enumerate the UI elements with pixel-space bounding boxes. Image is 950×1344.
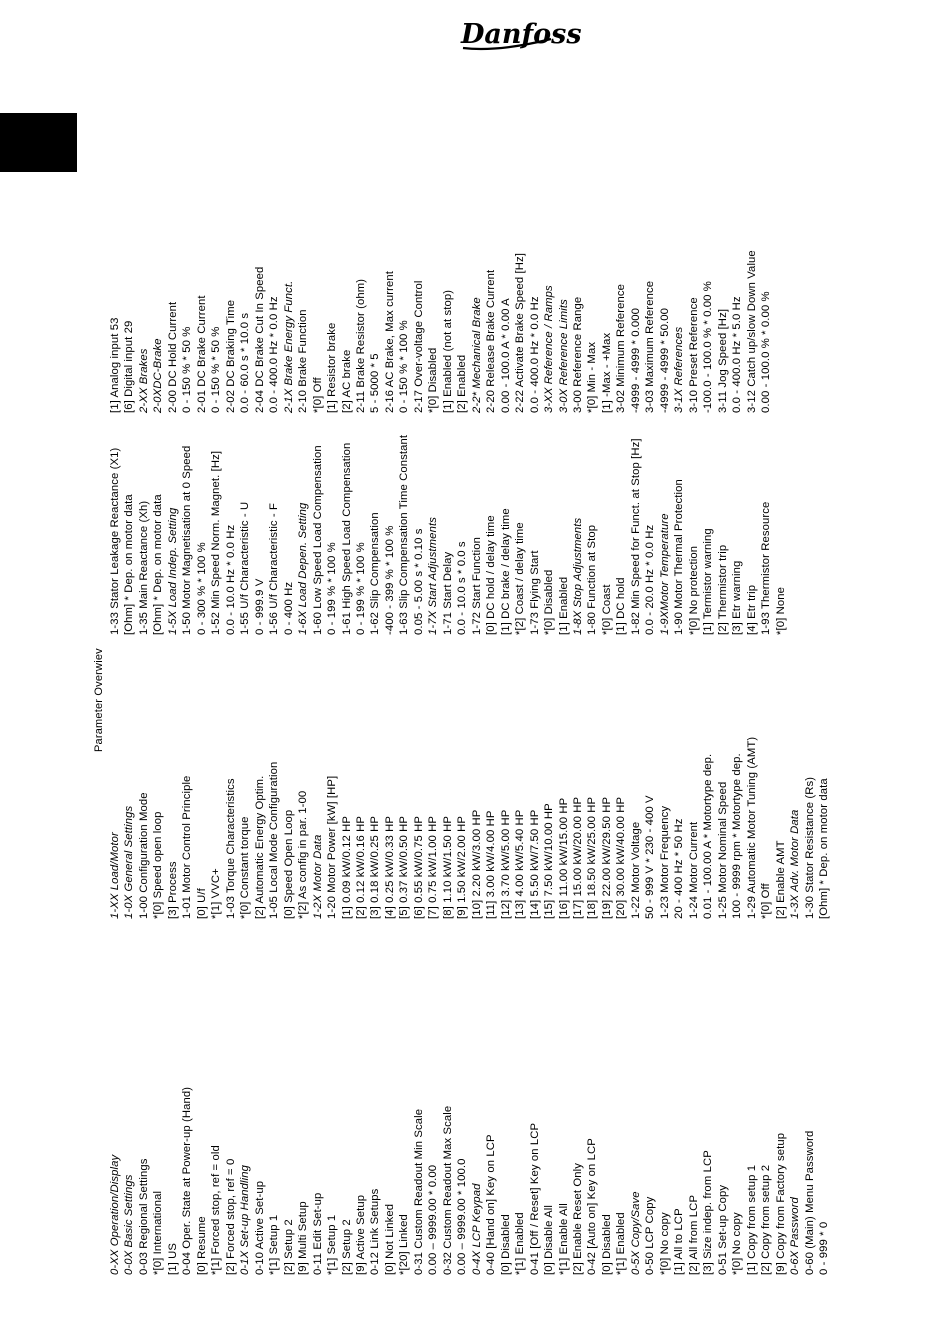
parameter-line: [4] 0.25 kW/0.33 HP [383,816,396,919]
parameter-line: 2-11 Brake Resistor (ohm) [354,278,367,413]
parameter-group-heading: 1-2X Motor Data [311,834,324,919]
parameter-line: [9] Copy from Factory setup [774,1132,787,1275]
parameter-line: 1-23 Motor Frequency [658,805,671,919]
parameter-line: 1-24 Motor Current [687,821,700,919]
parameter-line: 1-50 Motor Magnetisation at 0 Speed [181,445,194,635]
parameter-line: 0-60 (Main) Menu Password [803,1130,816,1275]
parameter-line: 1-72 Start Function [470,537,483,635]
parameter-line: [2] Enable AMT [774,840,787,919]
parameter-line: 2-10 Brake Function [297,309,310,413]
parameter-line: [16] 11.00 kW/15.00 HP [557,797,570,919]
parameter-line: [20] 30.00 kW/40.00 HP [615,796,628,919]
parameter-column-2 [108,737,831,919]
parameter-line: [2] Automatic Energy Optim. [253,775,266,919]
parameter-line: 1-82 Min Speed for Funct. at Stop [Hz] [629,438,642,635]
parameter-line: 0-04 Oper. State at Power-up (Hand) [181,1086,194,1275]
parameter-line: [1] -Max - +Max [600,332,613,413]
parameter-line: 0 - 199 % * 100 % [326,542,339,635]
parameter-group-heading: 1-8X Stop Adjustments [572,517,584,635]
parameter-line: 3-00 Reference Range [572,296,584,413]
parameter-line: [0] Disable All [543,1205,556,1275]
parameter-line: 0-10 Active Set-up [253,1180,266,1275]
parameter-line: [8] 1.10 kW/1.50 HP [441,816,454,919]
parameter-line: 20 - 400 Hz * 50 Hz [673,818,686,919]
parameter-line: [2] Thermistor trip [716,544,729,635]
parameter-line: *[2] Coast / delay time [514,522,527,635]
parameter-line: [0] Disabled [499,1214,512,1275]
parameter-line: *[0] No copy [731,1212,744,1275]
parameter-line: [9] 1.50 kW/2.00 HP [456,816,469,919]
parameter-line: 0.0 - 400.0 Hz * 0.0 Hz [528,296,541,413]
parameter-line: [1] Enabled [557,576,570,635]
parameter-group-heading: 1-XX Load/Motor [109,832,121,919]
parameter-line: [4] Etr trip [745,584,758,635]
parameter-line: [0] Resume [195,1216,208,1275]
parameter-group-heading: 1-0X General Settings [123,805,136,919]
parameter-line: [3] Size indep. from LCP [702,1150,715,1275]
parameter-line: [Ohm] * Dep. on motor data [817,778,830,919]
parameter-line: *[0] No copy [658,1212,671,1275]
section-tab-marker [0,113,77,172]
parameter-line: *[1] Enabled [514,1212,527,1275]
parameter-line: 0.05 - 5.00 s * 0.10 s [412,528,425,635]
parameter-line: 1-05 Local Mode Configuration [268,761,281,919]
parameter-line: 0.0 - 20.0 Hz * 0.0 Hz [644,524,657,635]
parameter-line: 0-11 Edit Set-up [311,1192,324,1275]
parameter-line: *[0] Off [760,883,773,919]
parameter-line: [2] All from LCP [687,1194,700,1275]
parameter-line: [6] 0.55 kW/0.75 HP [412,816,425,919]
parameter-line: 0.0 - 10.0 s * 0.0 s [456,541,469,635]
parameter-line: [0] U/f [195,888,208,919]
parameter-line: 2-01 DC Brake Current [195,295,208,413]
logo-text: Danfoss [461,19,582,50]
parameter-line: 0.00 – 9999.00 * 0.00 [427,1164,440,1275]
parameter-group-heading: 0-0X Basic Settings [123,1174,136,1275]
parameter-line: 5 - 5000 * 5 [369,353,382,413]
parameter-line: [1] Enabled (not at stop) [441,289,454,413]
parameter-line: 1-60 Low Speed Load Compensation [311,445,324,635]
parameter-line: 1-63 Slip Compensation Time Constant [398,434,411,635]
parameter-line: [2] Setup 2 [340,1219,353,1275]
parameter-line: [1] All to LCP [673,1208,686,1275]
parameter-line: 0 - 150 % * 50 % [181,326,194,413]
parameter-line: 0-41 [Off / Reset] Key on LCP [528,1122,541,1275]
parameter-line: *[2] As config in par. 1-00 [297,790,310,919]
parameter-line: [12] 3.70 kW/5.00 HP [499,809,512,919]
parameter-line: [1] Termistor warning [702,528,715,635]
parameter-group-heading: 0-4X LCP Keypad [470,1183,483,1275]
parameter-column-1 [108,1087,831,1275]
parameter-line: *[0] Disabled [427,347,440,413]
parameter-line: [7] 0.75 kW/1.00 HP [427,816,440,919]
parameter-line: 1-20 Motor Power [kW] [HP] [326,775,339,919]
parameter-line: 0-03 Regional Settings [137,1158,150,1275]
parameter-line: 1-25 Motor Nominal Speed [716,781,729,919]
parameter-line: [2] Copy from setup 2 [760,1164,773,1275]
parameter-overview-page [92,250,830,1275]
parameter-line: [14] 5.50 kW/7.50 HP [528,809,541,919]
parameter-line: 1-52 Min Speed Norm. Magnet. [Hz] [210,450,223,635]
parameter-line: 0.00 – 9999.00 * 100.0 [456,1158,469,1275]
parameter-line: 1-00 Configuration Mode [137,792,150,919]
parameter-line: 2-20 Release Brake Current [485,269,498,413]
parameter-line: 1-80 Function at Stop [586,524,599,635]
parameter-line: [2] Enabled [456,354,469,413]
danfoss-logo [459,17,582,53]
parameter-line: [0] Speed Open Loop [282,809,295,919]
parameter-group-heading: 3-XX Reference / Ramps [543,285,556,413]
parameter-line: 1-29 Automatic Motor Tuning (AMT) [745,736,758,919]
parameter-line: 0.01 - 100.00 A * Motortype dep. [702,753,715,919]
parameter-group-heading: 1-7X Start Adjustments [427,517,440,635]
parameter-line: [0] Not Linked [383,1203,396,1275]
parameter-line: 3-03 Maximum Reference [644,280,657,413]
parameter-group-heading: 1-9XMotor Temperature [658,513,671,635]
parameter-line: 0-50 LCP Copy [644,1196,657,1275]
parameter-line: 3-10 Preset Reference [687,297,700,413]
parameter-line: 0.00 - 100.0 A * 0.00 A [499,298,512,413]
parameter-group-heading: 0-6X Password [789,1197,802,1275]
parameter-line: [11] 3.00 kW/4.00 HP [485,810,498,919]
parameter-line: 1-55 U/f Characteristic - U [239,501,252,635]
parameter-line: 2-00 DC Hold Current [166,301,179,413]
parameter-line: 2-04 DC Brake Cut In Speed [253,266,266,413]
parameter-line: *[0] Min - Max [586,341,599,413]
parameter-line: [1] Copy from setup 1 [745,1164,758,1275]
parameter-column-4 [108,250,774,413]
parameter-line: 1-30 Stator Resistance (Rs) [803,776,816,919]
parameter-line: 0.0 - 60.0 s * 10.0 s [239,312,252,413]
parameter-group-heading: 3-1X References [673,326,686,413]
parameter-line: 0-12 Link Setups [369,1188,382,1275]
parameter-line: [9] Active Setup [354,1194,367,1275]
parameter-line: [18] 18.50 kW/25.00 HP [586,796,599,919]
parameter-line: 1-56 U/f Characteristic - F [268,502,281,635]
parameter-line: 3-11 Jog Speed [Hz] [716,308,729,413]
parameter-line: [2] AC brake [340,349,353,413]
parameter-line: [1] Analog input 53 [109,317,121,413]
parameter-line: [1] 0.09 kW/0.12 HP [340,816,353,919]
parameter-line: 0 - 999 * 0 [817,1221,830,1275]
parameter-group-heading: 2-1X Brake Energy Funct. [282,280,295,413]
parameter-column-3 [108,435,788,635]
parameter-line: 0 - 999.9 V [253,578,266,635]
parameter-line: 1-03 Torque Characteristics [224,778,237,919]
parameter-group-heading: 3-0X Reference Limits [557,299,570,413]
parameter-line: [3] Etr warning [731,560,744,635]
parameter-group-heading: 0-1X Set-up Handling [239,1164,252,1275]
parameter-line: 0 - 150 % * 50 % [210,326,223,413]
parameter-line: *[0] Constant torque [239,816,252,919]
parameter-line: [2] Setup 2 [282,1219,295,1275]
parameter-line: 0.0 - 400.0 Hz * 5.0 Hz [731,296,744,413]
parameter-line: 2-16 AC Brake, Max current [383,271,396,413]
parameter-line: 1-01 Motor Control Principle [181,775,194,919]
parameter-line: -4999 - 4999 * 0.000 [629,307,642,413]
parameter-line: *[0] International [152,1190,165,1275]
parameter-line: 3-02 Minimum Reference [615,283,628,413]
parameter-line: 1-71 Start Delay [441,551,454,635]
parameter-line: 0 - 400 Hz [282,581,295,635]
parameter-line: *[20] Linked [398,1214,411,1275]
parameter-line: 1-90 Motor Thermal Protection [673,479,686,635]
parameter-group-heading: 2-0XDC-Brake [152,338,165,413]
parameter-line: 1-33 Stator Leakage Reactance (X1) [109,447,121,635]
parameter-line: 0.0 - 400.0 Hz * 0.0 Hz [268,296,281,413]
page-heading: Parameter Overwiev [93,648,105,752]
parameter-line: [Ohm] * Dep. on motor data [152,494,165,635]
parameter-line: *[1] VVC+ [210,868,223,919]
parameter-line: [1] DC hold [615,577,628,635]
parameter-line: [1] US [166,1243,179,1275]
parameter-line: *[0] Coast [600,584,613,635]
parameter-line: 1-62 Slip Compensation [369,512,382,635]
parameter-line: *[0] Disabled [543,569,556,635]
parameter-line: *[0] Speed open loop [152,811,165,919]
parameter-line: 0 - 300 % * 100 % [195,542,208,635]
parameter-line: *[1] Setup 1 [268,1214,281,1275]
parameter-line: 0 - 199 % * 100 % [354,542,367,635]
parameter-line: 1-22 Motor Voltage [629,821,642,919]
parameter-line: *[0] Off [311,377,324,413]
parameter-line: [2] 0.12 kW/0.16 HP [354,816,367,919]
parameter-line: 50 - 999 V * 230 - 400 V [644,795,657,919]
parameter-line: [2] Enable Reset Only [572,1163,584,1275]
parameter-line: [10] 2.20 kW/3.00 HP [470,809,483,919]
parameter-line: [0] DC hold / delay time [485,515,498,635]
parameter-line: [17] 15.00 kW/20.00 HP [572,796,584,919]
parameter-line: 1-73 Flying Start [528,550,541,635]
parameter-line: -4999 - 4999 * 50.00 [658,307,671,413]
parameter-line: 0-31 Custom Readout Min Scale [412,1108,425,1275]
parameter-line: *[0] None [774,586,787,635]
parameter-line: 0.0 - 10.0 Hz * 0.0 Hz [224,524,237,635]
parameter-group-heading: 1-5X Load Indep. Setting [166,507,179,635]
parameter-group-heading: 1-6X Load Depen. Setting [297,502,310,635]
parameter-line: 0.00 - 100.0 % * 0.00 % [760,291,773,413]
parameter-group-heading: 1-3X Adv. Motor Data [789,809,802,919]
parameter-line: [2] Forced stop, ref = 0 [224,1158,237,1275]
parameter-line: [13] 4.00 kW/5.40 HP [514,809,527,919]
parameter-line: [19] 22.00 kW/29.50 HP [600,796,613,919]
parameter-line: 0-51 Set-up Copy [716,1184,729,1275]
parameter-line: 0-42 [Auto on] Key on LCP [586,1138,599,1275]
parameter-line: 0 - 150 % * 100 % [398,320,411,413]
parameter-group-heading: 2-2* Mechanical Brake [470,297,483,413]
parameter-line: 100 - 9999 rpm * Motortype dep. [731,753,744,919]
parameter-line: [Ohm] * Dep. on motor data [123,494,136,635]
parameter-line: 0-40 [Hand on] Key on LCP [485,1134,498,1275]
parameter-group-heading: 0-XX Operation/Display [109,1154,121,1275]
parameter-line: 2-22 Activate Brake Speed [Hz] [514,253,527,413]
parameter-line: [1] DC brake / delay time [499,508,512,635]
parameter-line: -400 - 399 % * 100 % [383,525,396,635]
parameter-line: 1-35 Main Reactance (Xh) [137,500,150,635]
parameter-line: *[1] Enable All [557,1203,570,1275]
parameter-line: [3] Process [166,861,179,919]
parameter-line: [6] Digital input 29 [123,320,136,413]
parameter-line: [1] Resistor brake [326,322,339,413]
parameter-line: 2-02 DC Braking Time [224,299,237,413]
parameter-line: *[1] Setup 1 [326,1214,339,1275]
parameter-line: -100.0 - 100.0 % * 0.00 % [702,281,715,413]
parameter-line: *[0] No protection [687,545,700,635]
parameter-line: *[1] Enabled [615,1212,628,1275]
parameter-line: *[1] Forced stop, ref = old [210,1145,223,1275]
parameter-line: [3] 0.18 kW/0.25 HP [369,816,382,919]
parameter-line: 0-32 Custom Readout Max Scale [441,1105,454,1275]
parameter-line: 1-61 High Speed Load Compensation [340,442,353,635]
parameter-line: 1-93 Thermistor Resource [760,501,773,635]
parameter-line: [15] 7.50 kW/10.00 HP [543,803,556,919]
parameter-group-heading: 0-5X Copy/Save [629,1191,642,1275]
parameter-line: [5] 0.37 kW/0.50 HP [398,816,411,919]
parameter-line: [9] Multi Setup [297,1201,310,1275]
parameter-line: 2-17 Over-voltage Control [412,280,425,413]
parameter-group-heading: 2-XX Brakes [137,348,150,413]
parameter-line: 3-12 Catch up/slow Down Value [745,250,758,413]
parameter-line: [0] Disabled [600,1214,613,1275]
